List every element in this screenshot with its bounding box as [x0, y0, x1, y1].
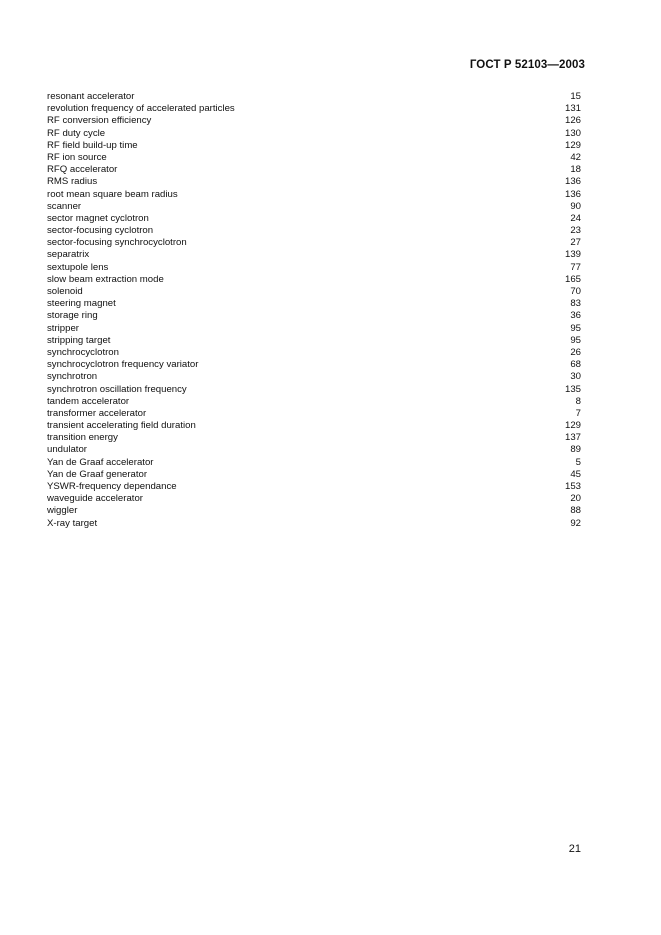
- index-term: RF field build-up time: [47, 139, 138, 151]
- index-entry: [47, 286, 581, 298]
- index-entry: [47, 493, 581, 505]
- index-page-ref: 137: [564, 432, 581, 444]
- index-entry: [47, 359, 581, 371]
- index-term: RF ion source: [47, 151, 107, 163]
- index-term: solenoid: [47, 286, 83, 297]
- index-page-ref: 89: [570, 444, 581, 456]
- index-term: sextupole lens: [47, 261, 109, 273]
- index-page-ref: 20: [570, 493, 581, 505]
- index-page-ref: 92: [570, 517, 581, 529]
- index-term: scanner: [47, 200, 82, 212]
- index-page-ref: 42: [570, 151, 581, 163]
- index-entry: [47, 152, 581, 164]
- index-page-ref: 131: [564, 103, 581, 115]
- index-entry: [47, 115, 581, 127]
- page-number: 21: [568, 843, 581, 855]
- index-page-ref: 23: [570, 225, 581, 237]
- index-entry: [47, 213, 581, 225]
- index-entry: [47, 310, 581, 322]
- index-term: Yan de Graaf generator: [47, 468, 148, 480]
- index-term: revolution frequency of accelerated particles: [47, 103, 235, 115]
- index-page-ref: 88: [570, 505, 581, 517]
- index-page-ref: 70: [570, 286, 581, 297]
- index-page-ref: 165: [564, 273, 581, 285]
- index-page-ref: 126: [564, 115, 581, 127]
- index-term: root mean square beam radius: [47, 188, 178, 200]
- index-page-ref: 135: [564, 383, 581, 395]
- index-page-ref: 129: [564, 420, 581, 432]
- index-term: resonant accelerator: [47, 91, 135, 102]
- index-entry: [47, 140, 581, 152]
- index-page-ref: 136: [564, 176, 581, 188]
- index-page-ref: 139: [564, 249, 581, 261]
- index-entry: [47, 481, 581, 493]
- index-term: Yan de Graaf accelerator: [47, 456, 154, 468]
- index-page-ref: 30: [570, 371, 581, 383]
- index-entry: [47, 128, 581, 140]
- index-term: RF conversion efficiency: [47, 115, 152, 127]
- index-term: RMS radius: [47, 176, 98, 188]
- index-term: synchrocyclotron frequency variator: [47, 359, 199, 371]
- index-term: separatrix: [47, 249, 90, 261]
- index-page-ref: 136: [564, 188, 581, 200]
- index-entry: [47, 164, 581, 176]
- index-entry: [47, 384, 581, 396]
- index-term: transient accelerating field duration: [47, 420, 196, 432]
- index-entry: [47, 201, 581, 213]
- index-page-ref: 77: [570, 261, 581, 273]
- index-term: slow beam extraction mode: [47, 273, 164, 285]
- index-term: transformer accelerator: [47, 407, 147, 419]
- index-page-ref: 36: [570, 310, 581, 322]
- index-page-ref: 45: [570, 468, 581, 480]
- index-term: wiggler: [47, 505, 78, 517]
- index-entry: [47, 237, 581, 249]
- index-entry: [47, 274, 581, 286]
- index-list: [47, 91, 581, 530]
- index-entry: [47, 262, 581, 274]
- index-page-ref: 83: [570, 298, 581, 310]
- index-term: X-ray target: [47, 517, 98, 529]
- index-entry: [47, 444, 581, 456]
- index-page-ref: 27: [570, 237, 581, 249]
- index-page-ref: 5: [575, 456, 581, 468]
- index-page-ref: 129: [564, 139, 581, 151]
- index-entry: [47, 323, 581, 335]
- index-term: storage ring: [47, 310, 98, 322]
- index-page-ref: 90: [570, 200, 581, 212]
- index-page-ref: 8: [575, 395, 581, 407]
- index-term: steering magnet: [47, 298, 116, 310]
- document-header: ГОСТ Р 52103—2003: [469, 59, 585, 71]
- index-term: sector-focusing synchrocyclotron: [47, 237, 187, 249]
- index-entry: [47, 335, 581, 347]
- index-page-ref: 24: [570, 212, 581, 224]
- index-entry: [47, 189, 581, 201]
- index-entry: [47, 457, 581, 469]
- index-page-ref: 68: [570, 359, 581, 371]
- index-page-ref: 130: [564, 127, 581, 139]
- index-term: waveguide accelerator: [47, 493, 143, 505]
- index-entry: [47, 91, 581, 103]
- index-term: synchrocyclotron: [47, 346, 119, 358]
- index-entry: [47, 225, 581, 237]
- index-entry: [47, 396, 581, 408]
- index-page-ref: 153: [564, 481, 581, 492]
- index-term: stripper: [47, 322, 79, 334]
- index-page-ref: 95: [570, 334, 581, 346]
- index-term: synchrotron: [47, 371, 98, 383]
- index-page-ref: 95: [570, 322, 581, 334]
- index-page-ref: 15: [570, 91, 581, 102]
- index-entry: [47, 469, 581, 481]
- index-term: RF duty cycle: [47, 127, 106, 139]
- index-term: YSWR-frequency dependance: [47, 481, 177, 492]
- index-page-ref: 7: [575, 407, 581, 419]
- index-term: sector magnet cyclotron: [47, 212, 149, 224]
- index-entry: [47, 298, 581, 310]
- index-page-ref: 26: [570, 346, 581, 358]
- index-term: synchrotron oscillation frequency: [47, 383, 187, 395]
- index-entry: [47, 176, 581, 188]
- index-entry: [47, 347, 581, 359]
- index-term: stripping target: [47, 334, 111, 346]
- index-entry: [47, 432, 581, 444]
- index-term: transition energy: [47, 432, 118, 444]
- index-entry: [47, 103, 581, 115]
- index-entry: [47, 408, 581, 420]
- index-entry: [47, 371, 581, 383]
- index-term: sector-focusing cyclotron: [47, 225, 154, 237]
- index-term: undulator: [47, 444, 88, 456]
- index-entry: [47, 518, 581, 530]
- index-entry: [47, 249, 581, 261]
- index-entry: [47, 505, 581, 517]
- index-term: RFQ accelerator: [47, 164, 118, 176]
- index-entry: [47, 420, 581, 432]
- index-term: tandem accelerator: [47, 395, 130, 407]
- index-page-ref: 18: [570, 164, 581, 176]
